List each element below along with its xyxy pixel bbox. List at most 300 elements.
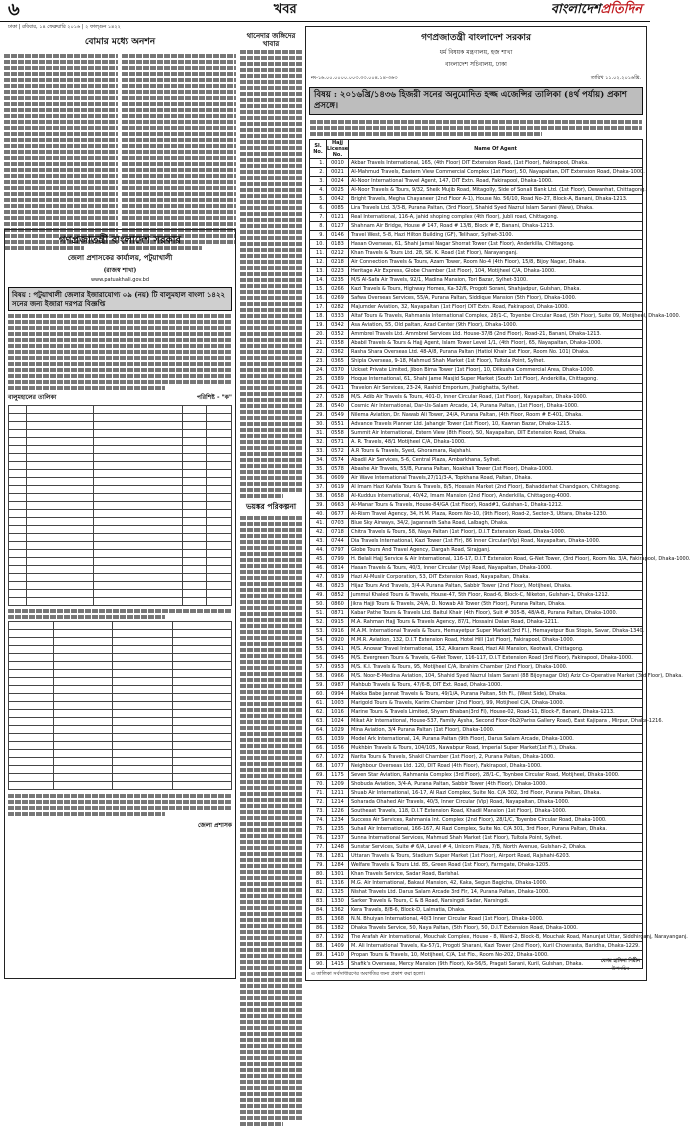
agency-name: Abashe Air Travels, 55/B, Purana Paltan, Noakhali Tower (1st Floor), Dhaka-1000. bbox=[349, 465, 643, 474]
agency-license: 0945 bbox=[327, 654, 349, 663]
agency-name: Hasan Travels & Tours, 40/3, Inner Circular (Vip) Road, Nayapaltan, Dhaka-1000. bbox=[349, 564, 643, 573]
table-row bbox=[310, 222, 643, 231]
agency-sl: 3. bbox=[310, 177, 327, 186]
left-column bbox=[4, 32, 236, 982]
agency-sl: 84. bbox=[310, 906, 327, 915]
table-row bbox=[310, 699, 643, 708]
agency-name: M.A. Rahman Hajj Tours & Travels Agency, 87/1, Hossaini Dalan Road, Dhaka-1211. bbox=[349, 618, 643, 627]
agency-license: 0282 bbox=[327, 303, 349, 312]
agency-sl: 77. bbox=[310, 843, 327, 852]
agency-name: Asa Aviation, 55, Old paltan, Azad Center (9th Floor), Dhaka-1000. bbox=[349, 321, 643, 330]
agency-name: Al-Manar Tours & Travels, House-84/GA (1st Floor), Road#1, Gulshan-1, Dhaka-1212. bbox=[349, 501, 643, 510]
agency-sl: 29. bbox=[310, 411, 327, 420]
agency-name: Shahnam Air Bridge, House # 147, Road # 13/B, Block # E, Banani, Dhaka-1213. bbox=[349, 222, 643, 231]
agency-sl: 54. bbox=[310, 636, 327, 645]
table-row bbox=[310, 321, 643, 330]
table-row bbox=[310, 366, 643, 375]
agency-license: 0333 bbox=[327, 312, 349, 321]
table-row bbox=[310, 501, 643, 510]
agency-name: Al-Mahmud Travels, Eastern View Commercial Complex (1st Floor), 50, Nayapaltan, DIT Extension Road, Dhaka-1000. bbox=[349, 168, 643, 177]
agency-sl: 80. bbox=[310, 870, 327, 879]
agency-license: 0085 bbox=[327, 204, 349, 213]
table-row bbox=[310, 312, 643, 321]
table-row bbox=[310, 186, 643, 195]
agency-name: Lira Travels Ltd. 3/3-B, Purana Paltan, (3rd Floor), Shahid Syed Nazrul Islam Sarani (New), Dhaka. bbox=[349, 204, 643, 213]
table-row bbox=[310, 384, 643, 393]
agency-sl: 63. bbox=[310, 717, 327, 726]
agency-name: M/S. Anowar Travel International, 152, Alkaram Road, Hazi Ali Mansion, Keotwali, Chittagong. bbox=[349, 645, 643, 654]
table-row bbox=[310, 330, 643, 339]
agency-license: 1237 bbox=[327, 834, 349, 843]
agency-sl: 31. bbox=[310, 429, 327, 438]
agency-name: Cosmic Air International, Dar-Us-Salam Arcade, 14, Purana Paltan, (1st Floor), Dhaka-1000. bbox=[349, 402, 643, 411]
agency-sl: 28. bbox=[310, 402, 327, 411]
table-row bbox=[310, 285, 643, 294]
table-row bbox=[310, 510, 643, 519]
agency-license: 1392 bbox=[327, 933, 349, 942]
agency-sl: 86. bbox=[310, 924, 327, 933]
schedule-table bbox=[8, 621, 232, 790]
table-row bbox=[310, 645, 643, 654]
table-row bbox=[310, 393, 643, 402]
agency-license: 1415 bbox=[327, 960, 349, 969]
agency-license: 0953 bbox=[327, 663, 349, 672]
page-number: ৬ bbox=[8, 0, 20, 20]
header-license: Hajj License No. bbox=[327, 140, 349, 158]
agency-sl: 37. bbox=[310, 483, 327, 492]
agency-sl: 32. bbox=[310, 438, 327, 447]
table-row bbox=[310, 519, 643, 528]
agency-name: Khan Travels & Tours Ltd. 28, SK. K. Road (1st Floor), Narayanganj. bbox=[349, 249, 643, 258]
table-row bbox=[310, 195, 643, 204]
agency-name: M.M.R. Aviation, 132, D.I.T Extension Road, Hotel Hill (1st Floor), Fakirapool, Dhaka-1000. bbox=[349, 636, 643, 645]
agency-name: Blue Sky Airways, 34/2, Jagannath Saha Road, Lalbagh, Dhaka. bbox=[349, 519, 643, 528]
agency-name: Khan Travels Service, Sadar Road, Barishal. bbox=[349, 870, 643, 879]
agency-license: 0574 bbox=[327, 456, 349, 465]
agency-license: 1234 bbox=[327, 816, 349, 825]
agency-sl: 87. bbox=[310, 933, 327, 942]
agency-sl: 74. bbox=[310, 816, 327, 825]
agency-name: M/S. K.I. Travels & Tours, 95, Motijheel C/A, Ibrahim Chamber (2nd Floor), Dhaka-1000. bbox=[349, 663, 643, 672]
agency-license: 0571 bbox=[327, 438, 349, 447]
agency-name: A.R Tours & Travels, Syed, Ghoramara, Rajshahi. bbox=[349, 447, 643, 456]
agency-sl: 58. bbox=[310, 672, 327, 681]
agency-name: N.N. Bhuiyan International, 40/3 Inner Circular Road (1st Floor), Dhaka-1000. bbox=[349, 915, 643, 924]
agency-sl: 78. bbox=[310, 852, 327, 861]
agency-sl: 16. bbox=[310, 294, 327, 303]
agency-sl: 15. bbox=[310, 285, 327, 294]
table-row bbox=[310, 357, 643, 366]
table-row bbox=[310, 555, 643, 564]
agency-name: Nishat Travels Ltd. Darus Salam Arcade 3rd Flr, 14, Purana Paltan, Dhaka-1000. bbox=[349, 888, 643, 897]
table-row bbox=[310, 951, 643, 960]
table-row bbox=[310, 879, 643, 888]
agency-name: Ababil Travels & Tours & Hajj Agent, Islam Tower Level 1/1, (4th Floor), 65, Nayapaltan, Dhaka-1000. bbox=[349, 339, 643, 348]
table-row bbox=[310, 456, 643, 465]
news-headline: বোমার মধ্যে অনশন bbox=[84, 37, 156, 47]
agency-license: 0358 bbox=[327, 339, 349, 348]
agency-sl: 5. bbox=[310, 195, 327, 204]
agency-name: A. R. Travels, 48/1 Motijheel C/A, Dhaka-1000. bbox=[349, 438, 643, 447]
table-row bbox=[310, 870, 643, 879]
agency-name: Narita Tours & Travels, Shakil Chamber (1st Floor), 2, Purana Paltan, Dhaka-1000. bbox=[349, 753, 643, 762]
table-row bbox=[310, 861, 643, 870]
table-row bbox=[310, 348, 643, 357]
agency-name: M.A.M. International Travels & Tours, Hemayetpur Super Market(3rd Fl.), Hemayetpur Bus Stopis, Savar, Dhaka-1340. bbox=[349, 627, 643, 636]
agency-sl: 88. bbox=[310, 942, 327, 951]
district-tender-notice bbox=[4, 229, 236, 979]
agency-name: Neighbour Overseas Ltd. 120, DIT Road (4th Floor), Fakirapool, Dhaka-1000. bbox=[349, 762, 643, 771]
agency-license: 0609 bbox=[327, 474, 349, 483]
agency-license: 0389 bbox=[327, 375, 349, 384]
table-row bbox=[310, 303, 643, 312]
table-row bbox=[310, 420, 643, 429]
agency-sl: 82. bbox=[310, 888, 327, 897]
table-row bbox=[310, 942, 643, 951]
agency-sl: 43. bbox=[310, 537, 327, 546]
agency-name: Abadil Air Services, 5-6, Central Plaza, Ambarkhana, Sylhet. bbox=[349, 456, 643, 465]
sand-quarry-table bbox=[8, 405, 232, 606]
agency-license: 1281 bbox=[327, 852, 349, 861]
table-row bbox=[310, 726, 643, 735]
agency-name: Welfare Travels & Tours Ltd. 85, Green Road (1st Floor), Farmgate, Dhaka-1205. bbox=[349, 861, 643, 870]
agency-sl: 22. bbox=[310, 348, 327, 357]
agency-sl: 38. bbox=[310, 492, 327, 501]
agency-sl: 45. bbox=[310, 555, 327, 564]
agency-name: Seven Star Aviation, Rahmania Complex (3rd Floor), 28/1-C, Toynbee Circular Road, Motijheel, Dhaka-1000. bbox=[349, 771, 643, 780]
table-row bbox=[310, 465, 643, 474]
agency-license: 0941 bbox=[327, 645, 349, 654]
agency-name: Air Wave International Travels,27/11/3-A, Topkhana Road, Paltan, Dhaka. bbox=[349, 474, 643, 483]
agency-sl: 65. bbox=[310, 735, 327, 744]
agency-license: 0994 bbox=[327, 690, 349, 699]
agency-license: 1330 bbox=[327, 897, 349, 906]
table-row bbox=[310, 717, 643, 726]
agency-name: Shuab Air International, 16-17, Al Razi Complex, Suite No. C/A 302, 3rd Floor, Purana Paltan, Dhaka. bbox=[349, 789, 643, 798]
agency-sl: 4. bbox=[310, 186, 327, 195]
agency-name: Shipla Overseas, 9-18, Mahmud Shah Market (1st Floor), Tultola Point, Sylhet. bbox=[349, 357, 643, 366]
agency-sl: 49. bbox=[310, 591, 327, 600]
agency-license: 0421 bbox=[327, 384, 349, 393]
agency-name: Sunstar Services, Suite # 6/A, Level # 4, Unicorn Plaza, 7/B, North Avenue, Gulshan-2, Dhaka. bbox=[349, 843, 643, 852]
agency-name: M. Ali International Travels, Ka-57/1, Progoti Sharani, Kazi Tower (2nd Floor), Kuril Chowrasta, Baridha, Dhaka-1229. bbox=[349, 942, 643, 951]
table-row bbox=[310, 294, 643, 303]
agency-name: Shafik's Overseas, Mercy Mansion (9th Floor), Ka-56/5, Pragati Sarani, Kuril, Gulshan, Dhaka. bbox=[349, 960, 643, 969]
table-row bbox=[310, 177, 643, 186]
agency-license: 0663 bbox=[327, 501, 349, 510]
hajj-notice-reference bbox=[306, 75, 646, 83]
agency-name: M/S. Noor-E-Medina Aviation, 104, Shahid Syed Nazrul Islam Sarani (88 Bijoynagar Old) Aziz Co-Operative Market (3rd Floor), Dhaka. bbox=[349, 672, 643, 681]
agency-license: 0540 bbox=[327, 402, 349, 411]
agency-sl: 36. bbox=[310, 474, 327, 483]
agency-sl: 52. bbox=[310, 618, 327, 627]
agency-license: 0677 bbox=[327, 510, 349, 519]
agency-sl: 50. bbox=[310, 600, 327, 609]
agency-license: 1235 bbox=[327, 825, 349, 834]
agency-name: Makka Babe Jannat Travels & Tours, 49/1/A, Purana Paltan, 5th Fl., (West Side), Dhaka. bbox=[349, 690, 643, 699]
agency-name: Globe Tours And Travel Agency, Dargah Road, Sirajganj. bbox=[349, 546, 643, 555]
agency-name: Chitra Travels & Tours, 58, Naya Paltan (1st Floor), D.I.T Extension Road, Dhaka-1000. bbox=[349, 528, 643, 537]
table-row bbox=[310, 681, 643, 690]
table-row bbox=[310, 429, 643, 438]
notice-office: জেলা প্রশাসকের কার্যালয়, পটুয়াখালী bbox=[67, 253, 173, 262]
agency-name: Altaf Tours & Travels, Rahmania International Complex, 28/1-C, Toyenbe Circular Road, (5th Floor), Suite 09, Motijheel, Dhaka-1000. bbox=[349, 312, 643, 321]
agency-sl: 1. bbox=[310, 159, 327, 168]
hajj-notice-signature: বেগম হাসিনা শিরীন উপসচিব bbox=[600, 958, 640, 972]
agency-name: Real International, 116-A, jahid shoping complex (4th floor), Jubli road, Chittagong. bbox=[349, 213, 643, 222]
agency-sl: 25. bbox=[310, 375, 327, 384]
agency-name: Jikra Hajji Tours & Travels, 24/A, D. Nowab Ali Tower (5th Floor), Purana Paltan, Dhaka. bbox=[349, 600, 643, 609]
agency-sl: 62. bbox=[310, 708, 327, 717]
agency-sl: 60. bbox=[310, 690, 327, 699]
agency-license: 1211 bbox=[327, 789, 349, 798]
hajj-notice-ministry: ধর্ম বিষয়ক মন্ত্রণালয়, হজ শাখা bbox=[439, 49, 513, 56]
table-row bbox=[310, 735, 643, 744]
agency-license: 0819 bbox=[327, 573, 349, 582]
agency-sl: 17. bbox=[310, 303, 327, 312]
agency-sl: 55. bbox=[310, 645, 327, 654]
agency-name: Majumder Aviation, 32, Nayapaltan (1st Floor) DIT Extn. Road, Fakirapool, Dhaka-1000. bbox=[349, 303, 643, 312]
table-row bbox=[310, 816, 643, 825]
agency-license: 0528 bbox=[327, 393, 349, 402]
table-row bbox=[310, 528, 643, 537]
agency-name: Travel West, 5-8, Hazi Hilton Building (GF), Telihaor, Sylhet-3100. bbox=[349, 231, 643, 240]
agency-license: 0024 bbox=[327, 177, 349, 186]
agency-license: 1248 bbox=[327, 843, 349, 852]
agency-license: 0871 bbox=[327, 609, 349, 618]
table-row bbox=[310, 798, 643, 807]
agency-sl: 20. bbox=[310, 330, 327, 339]
table-row bbox=[310, 807, 643, 816]
agency-name: Mahbub Travels & Tours, 47/6-B, DIT Ext. Road, Dhaka-1000. bbox=[349, 681, 643, 690]
hajj-notice-govt: গণপ্রজাতন্ত্রী বাংলাদেশ সরকার bbox=[421, 33, 531, 43]
agency-sl: 26. bbox=[310, 384, 327, 393]
agency-name: Kazi Travels & Tours, Highway Homes, Ka-32/6, Progoti Sorani, Shahjadpur, Gulshan, Dhaka. bbox=[349, 285, 643, 294]
agency-sl: 19. bbox=[310, 321, 327, 330]
agency-license: 0549 bbox=[327, 411, 349, 420]
agency-sl: 69. bbox=[310, 771, 327, 780]
agency-name: Marigold Tours & Travels, Karim Chamber (2nd Floor), 99, Motijheel C/A, Dhaka-1000. bbox=[349, 699, 643, 708]
table-row bbox=[310, 258, 643, 267]
agency-name: Sarker Travels & Tours, C & B Road, Narsingdi Sadar, Narsingdi. bbox=[349, 897, 643, 906]
agency-sl: 66. bbox=[310, 744, 327, 753]
agency-name: Suhail Air International, 166-167, Al Razi Complex, Suite No. C/A 301, 3rd Floor, Purana Paltan, Dhaka. bbox=[349, 825, 643, 834]
agency-license: 1072 bbox=[327, 753, 349, 762]
agency-license: 1003 bbox=[327, 699, 349, 708]
agency-name: Uckset Private Limited, Jibon Bima Tower (1st Floor), 10, Dilkusha Commercial Area, Dhaka-1000. bbox=[349, 366, 643, 375]
agency-sl: 34. bbox=[310, 456, 327, 465]
agency-name: Marine Tours & Travels Limited, Shyam Bhaban(3rd Fl), House-02, Road-11, Block-F, Banani, Dhaka-1213. bbox=[349, 708, 643, 717]
notice-date: তারিখ ১১.০২.২০১৬খ্রি. bbox=[590, 75, 641, 81]
agency-name: Hazi Al-Musiir Corporation, 53, DIT Extension Road, Nayapaltan, Dhaka. bbox=[349, 573, 643, 582]
agency-license: 0987 bbox=[327, 681, 349, 690]
news-body bbox=[4, 52, 236, 252]
agency-name: Mikat Air International, House-537, Family Aysha, Second Floor-0b2(Pariss Gallery Road), East Kajipara , Mirpur, Dhaka-1216. bbox=[349, 717, 643, 726]
table-row bbox=[310, 906, 643, 915]
table-row bbox=[310, 672, 643, 681]
agency-name: Soharada Ohahed Air Travels, 40/3, Inner Circular (Vip) Road, Nayapaltan, Dhaka-1000. bbox=[349, 798, 643, 807]
agency-license: 0860 bbox=[327, 600, 349, 609]
masthead bbox=[0, 0, 650, 22]
agency-sl: 13. bbox=[310, 267, 327, 276]
agency-name: Sunna International Services, Mahmud Shah Market (1st Floor), Tultola Point, Sylhet. bbox=[349, 834, 643, 843]
agency-name: Kera Travels, 8/B-6, Block-D, Lalmatia, Dhaka. bbox=[349, 906, 643, 915]
table-row bbox=[310, 960, 643, 969]
agency-sl: 79. bbox=[310, 861, 327, 870]
agency-sl: 71. bbox=[310, 789, 327, 798]
table-row bbox=[310, 213, 643, 222]
notice-signer: জেলা প্রশাসক bbox=[197, 822, 232, 829]
agency-sl: 61. bbox=[310, 699, 327, 708]
agency-license: 0235 bbox=[327, 276, 349, 285]
table-row bbox=[310, 483, 643, 492]
agency-license: 1039 bbox=[327, 735, 349, 744]
agency-sl: 73. bbox=[310, 807, 327, 816]
agency-license: 0744 bbox=[327, 537, 349, 546]
hajj-notice-footer: এ তালিকা সর্বসাধারণের অবগতির জন্য প্রকাশ করা হলো। bbox=[311, 971, 426, 977]
table-row bbox=[310, 492, 643, 501]
agency-license: 0146 bbox=[327, 231, 349, 240]
dateline: ঢাকা | রবিবার, ১৪ ফেব্রুয়ারি ২০১৬ | ২ ফাল্গুন ১৪২২ bbox=[8, 24, 121, 30]
table-row bbox=[310, 402, 643, 411]
agency-license: 0619 bbox=[327, 483, 349, 492]
table-row bbox=[310, 636, 643, 645]
agency-license: 0799 bbox=[327, 555, 349, 564]
table-row bbox=[310, 411, 643, 420]
table-row bbox=[310, 744, 643, 753]
table-row bbox=[310, 375, 643, 384]
agency-name: Al-Noor International Travel Agent, 147, DIT Extn. Road, Fakirapool, Dhaka-1000. bbox=[349, 177, 643, 186]
agency-sl: 83. bbox=[310, 897, 327, 906]
table-row bbox=[310, 537, 643, 546]
agency-sl: 68. bbox=[310, 762, 327, 771]
agency-license: 1024 bbox=[327, 717, 349, 726]
agency-sl: 11. bbox=[310, 249, 327, 258]
agency-name: M.G. Air International, Bakaul Mansion, 42, Kaka, Segun Bagicha, Dhaka-1000. bbox=[349, 879, 643, 888]
agency-sl: 21. bbox=[310, 339, 327, 348]
notice-branch: (রাজস্ব শাখা) bbox=[103, 267, 137, 274]
agency-name: H. Belali Hajj Service & Air International, 116-17, D.I.T Extension Road, G-Net Tower, (3rd Floor), Room No. 3/A, Fakirapool, Dhaka-1000. bbox=[349, 555, 643, 564]
notice-web: www.patuakhali.gov.bd bbox=[90, 277, 150, 283]
agency-sl: 33. bbox=[310, 447, 327, 456]
table-row bbox=[310, 231, 643, 240]
agency-name: Al-Kuddus International, 40/42, Imam Mansion (2nd Floor), Anderkilla, Chittagong-4000. bbox=[349, 492, 643, 501]
agency-license: 0212 bbox=[327, 249, 349, 258]
section-title: খবর bbox=[273, 2, 297, 17]
agency-license: 0269 bbox=[327, 294, 349, 303]
agency-sl: 75. bbox=[310, 825, 327, 834]
agency-license: 0551 bbox=[327, 420, 349, 429]
agency-name: M/S. Evergreen Tours & Travels, G-Net Tower, 116-117, D.I.T Extension Road (3rd Floor), Fakirapool, Dhaka-1000. bbox=[349, 654, 643, 663]
agency-name: Al Imam Hazi Kafela Tours & Travels, 8/5, Hossain Market (2nd Floor), Bahaddarhat Chandgaon, Chittagong. bbox=[349, 483, 643, 492]
agency-name: Model Ark International, 14, Purana Paltan (9th Floor), Darus Salam Arcade, Dhaka-1000. bbox=[349, 735, 643, 744]
agency-license: 1209 bbox=[327, 780, 349, 789]
agency-license: 0121 bbox=[327, 213, 349, 222]
agency-license: 0365 bbox=[327, 357, 349, 366]
agency-sl: 18. bbox=[310, 312, 327, 321]
agency-sl: 59. bbox=[310, 681, 327, 690]
agency-sl: 24. bbox=[310, 366, 327, 375]
table-row bbox=[310, 825, 643, 834]
header-sl: Sl. No. bbox=[310, 140, 327, 159]
annex-label: পরিশিষ্ট - "ক" bbox=[196, 394, 232, 401]
agency-license: 0223 bbox=[327, 267, 349, 276]
agency-license: 0814 bbox=[327, 564, 349, 573]
agency-sl: 6. bbox=[310, 204, 327, 213]
agency-sl: 51. bbox=[310, 609, 327, 618]
agency-name: Success Air Services, Rahmania Int. Complex (2nd Floor), 28/1/C, Toyenbe Circular Road, Dhaka-1000. bbox=[349, 816, 643, 825]
agency-name: Safwa Overseas Services, 55/A, Purana Paltan, Siddique Mansion (5th Floor), Dhaka-1000. bbox=[349, 294, 643, 303]
table-row bbox=[310, 573, 643, 582]
table-row bbox=[310, 654, 643, 663]
agency-license: 1214 bbox=[327, 798, 349, 807]
table-row bbox=[310, 564, 643, 573]
agency-name: Mina Aviation, 3/4 Purana Paltan (1st Floor), Dhaka-1000. bbox=[349, 726, 643, 735]
agency-name: Akbar Travels International, 165, (4th Floor) DIT Extension Road, (1st Floor), Fakirapool, Dhaka. bbox=[349, 159, 643, 168]
agency-sl: 46. bbox=[310, 564, 327, 573]
agency-sl: 8. bbox=[310, 222, 327, 231]
list-title: বালুমহালের তালিকা bbox=[8, 394, 57, 401]
table-row bbox=[310, 924, 643, 933]
table-row bbox=[310, 708, 643, 717]
agency-license: 1362 bbox=[327, 906, 349, 915]
agency-license: 0266 bbox=[327, 285, 349, 294]
agency-sl: 44. bbox=[310, 546, 327, 555]
agency-sl: 27. bbox=[310, 393, 327, 402]
newspaper-logo: বাংলাদেশপ্রতিদিন bbox=[550, 2, 642, 17]
agency-license: 0025 bbox=[327, 186, 349, 195]
table-row bbox=[310, 780, 643, 789]
agency-license: 1016 bbox=[327, 708, 349, 717]
agency-license: 0797 bbox=[327, 546, 349, 555]
agency-sl: 47. bbox=[310, 573, 327, 582]
agency-license: 0966 bbox=[327, 672, 349, 681]
agency-sl: 64. bbox=[310, 726, 327, 735]
table-row bbox=[310, 852, 643, 861]
agency-sl: 90. bbox=[310, 960, 327, 969]
agency-sl: 57. bbox=[310, 663, 327, 672]
agency-license: 1382 bbox=[327, 924, 349, 933]
agency-sl: 30. bbox=[310, 420, 327, 429]
agency-license: 1316 bbox=[327, 879, 349, 888]
agency-sl: 23. bbox=[310, 357, 327, 366]
agency-license: 0852 bbox=[327, 591, 349, 600]
agency-sl: 89. bbox=[310, 951, 327, 960]
table-row bbox=[310, 249, 643, 258]
agency-name: Hoque International, 61, Shahi Jame Masjid Super Market (South 1st Floor), Anderkilla, Chittagong. bbox=[349, 375, 643, 384]
hajj-notice-subject: বিষয় : ২০১৬খ্রি/১৪৩৬ হিজরী সনের অনুমোদিত হজ্জ এজেন্সির তালিকা (৪র্থ পর্যায়) প্রকাশ প্রসঙ্গে। bbox=[309, 87, 643, 115]
table-row bbox=[310, 789, 643, 798]
agency-sl: 39. bbox=[310, 501, 327, 510]
agency-sl: 42. bbox=[310, 528, 327, 537]
agency-license: 0658 bbox=[327, 492, 349, 501]
agency-license: 1175 bbox=[327, 771, 349, 780]
agency-license: 0915 bbox=[327, 618, 349, 627]
agency-license: 0558 bbox=[327, 429, 349, 438]
agency-name: Bright Travels, Megha Chayaneer (2nd Floor A-1), House No. 56/10, Road No-27, Block-A, Banani, Dhaka-1213. bbox=[349, 195, 643, 204]
agency-sl: 14. bbox=[310, 276, 327, 285]
table-row bbox=[310, 339, 643, 348]
agency-sl: 35. bbox=[310, 465, 327, 474]
hajj-notice-intro bbox=[306, 115, 646, 139]
agency-sl: 72. bbox=[310, 798, 327, 807]
agency-license: 0342 bbox=[327, 321, 349, 330]
middle-headline-2: ভয়ঙ্কর পরিকল্পনা bbox=[245, 502, 297, 511]
agency-sl: 10. bbox=[310, 240, 327, 249]
agency-sl: 9. bbox=[310, 231, 327, 240]
notice-subject: বিষয় : পটুয়াখালী জেলার ইজারাযোগ্য ০৯ (নয়) টি বালুমহাল বাংলা ১৪২২ সনের জন্য ইজারা দরপত্র বিজ্ঞপ্তি bbox=[8, 287, 232, 311]
agency-name: Southeast Travels, 118, D.I.T Extension Road, Khadil Mansion (1st Floor), Dhaka-1000. bbox=[349, 807, 643, 816]
